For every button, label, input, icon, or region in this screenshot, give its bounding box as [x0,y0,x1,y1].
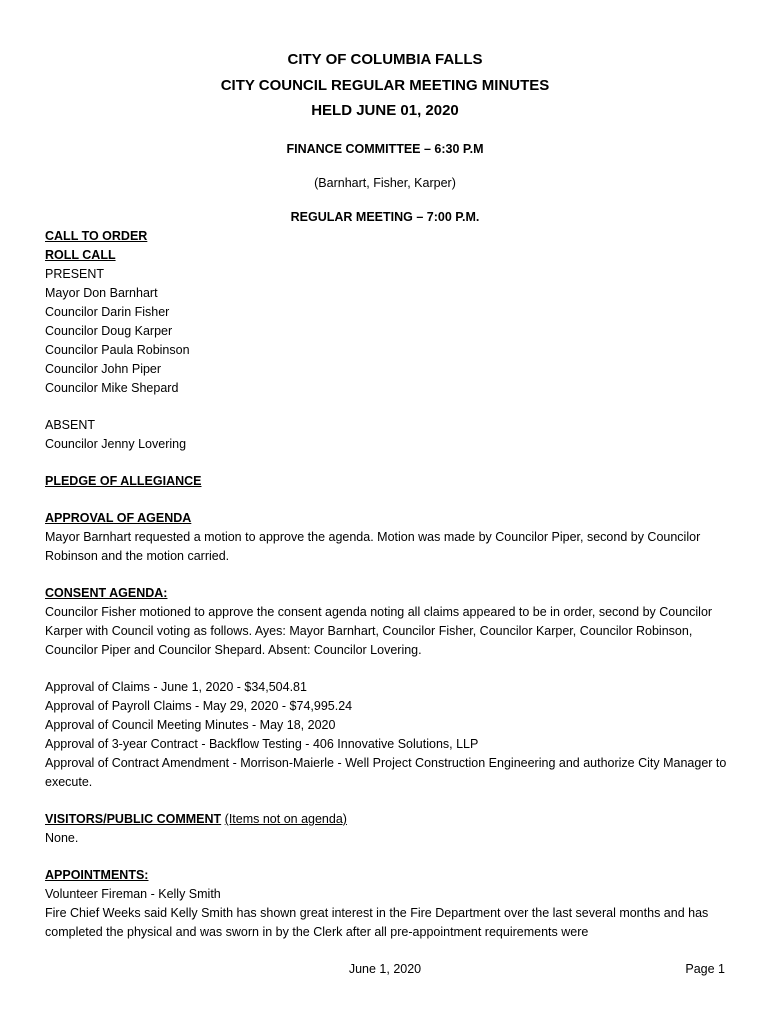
present-member: Councilor Paula Robinson [45,343,190,357]
consent-agenda-item: Approval of Payroll Claims - May 29, 2020 - $74,995.24 [45,699,353,713]
pledge-heading: PLEDGE OF ALLEGIANCE [45,474,202,488]
consent-agenda-heading: CONSENT AGENDA: [45,586,168,600]
approval-of-agenda-text: Mayor Barnhart requested a motion to approve the agenda. Motion was made by Councilor Piper, second by Councilor Robinson and the motion carried. [45,530,701,563]
call-to-order-heading: CALL TO ORDER [45,229,148,243]
footer-date: June 1, 2020 [348,962,422,976]
consent-agenda-item: Approval of 3-year Contract - Backflow Testing - 406 Innovative Solutions, LLP [45,737,479,751]
regular-meeting-line: REGULAR MEETING – 7:00 P.M. [290,210,480,224]
consent-agenda-text: Councilor Fisher motioned to approve the consent agenda noting all claims appeared to be in order, second by Councilor Karper with Council voting as follows. Ayes: Mayor Barnhart, Councilor Fisher, Councilor Karper, Councilor Robinson, Councilor Piper and Councilor Shepard. Absent: Councilor Lovering. [45,605,713,657]
present-member: Councilor Doug Karper [45,324,173,338]
consent-agenda-item: Approval of Council Meeting Minutes - May 18, 2020 [45,718,336,732]
present-label: PRESENT [45,267,105,281]
present-member: Councilor Mike Shepard [45,381,179,395]
roll-call-heading: ROLL CALL [45,248,116,262]
appointments-heading: APPOINTMENTS: [45,868,149,882]
footer-page-number: Page 1 [685,962,725,976]
document-held-date: HELD JUNE 01, 2020 [311,102,459,119]
appointments-text: Fire Chief Weeks said Kelly Smith has shown great interest in the Fire Department over the last several months and has completed the physical and was sworn in by the Clerk after all pre-appointment requirements were [45,906,709,939]
visitors-heading-note: (Items not on agenda) [224,812,347,826]
appointments-subheading: Volunteer Fireman - Kelly Smith [45,887,221,901]
absent-member: Councilor Jenny Lovering [45,437,187,451]
present-member: Councilor Darin Fisher [45,305,170,319]
visitors-text: None. [45,831,79,845]
approval-of-agenda-heading: APPROVAL OF AGENDA [45,511,192,525]
present-member: Councilor John Piper [45,362,162,376]
visitors-heading-line [45,810,735,829]
document-city: CITY OF COLUMBIA FALLS [287,51,483,68]
document-meeting-title: CITY COUNCIL REGULAR MEETING MINUTES [220,77,550,94]
consent-agenda-item: Approval of Contract Amendment - Morrison-Maierle - Well Project Construction Engineering and authorize City Manager to execute. [45,756,727,789]
consent-agenda-item: Approval of Claims - June 1, 2020 - $34,504.81 [45,680,307,694]
minutes-body [45,227,735,942]
absent-label: ABSENT [45,418,96,432]
finance-committee-line: FINANCE COMMITTEE – 6:30 P.M [286,142,484,156]
present-member: Mayor Don Barnhart [45,286,158,300]
visitors-heading: VISITORS/PUBLIC COMMENT [45,812,222,826]
finance-committee-members: (Barnhart, Fisher, Karper) [314,176,456,190]
